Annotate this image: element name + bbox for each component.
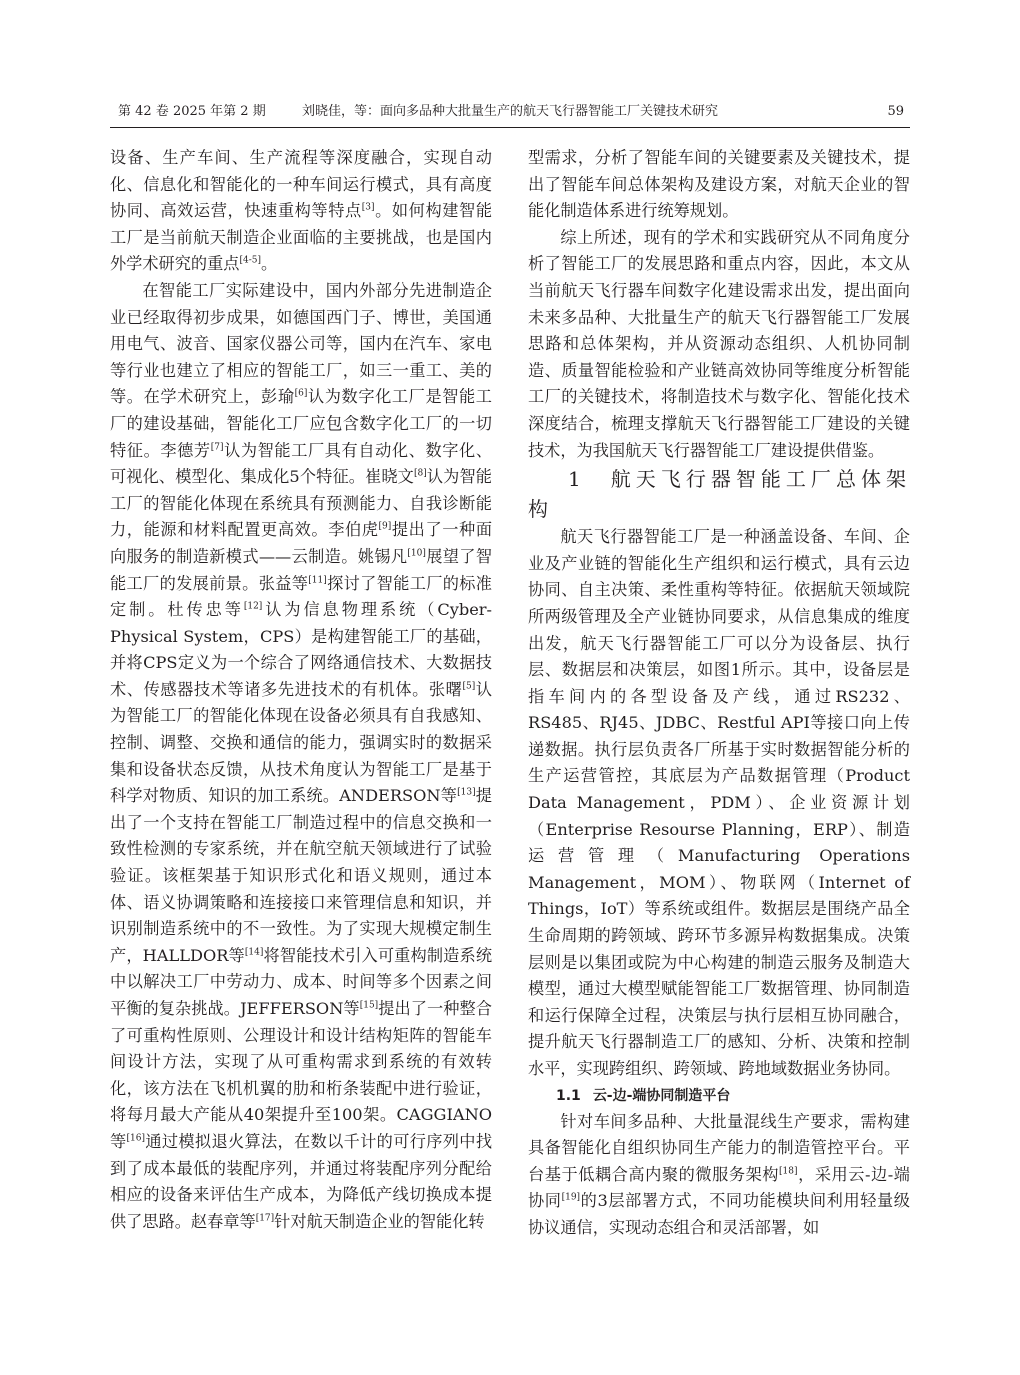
text-run: ，采用云-边-端协同 bbox=[528, 1164, 910, 1211]
text-run: 针对车间多品种、大批量混线生产要求，需构建具备智能化自组织协同生产能力的制造管控平台。平台基于低耦合高内聚的微服务架构 bbox=[528, 1111, 910, 1184]
citation: [18] bbox=[779, 1166, 798, 1177]
subsection-heading bbox=[528, 1083, 910, 1109]
citation: [6] bbox=[294, 388, 308, 399]
citation: [3] bbox=[361, 202, 375, 213]
text-run: 认为智能工厂具有自动化、数字化、可视化、模型化、集成化5个特征。崔晓文 bbox=[110, 440, 493, 487]
paragraph-literature-review bbox=[110, 278, 492, 1235]
text-run: 认为智能工厂的智能化体现在设备必须具有自我感知、控制、调整、交换和通信的能力，强调实时的数据采集和设备状态反馈，从技术角度认为智能工厂是基于科学对物质、知识的加工系统。ANDERSON等 bbox=[110, 679, 493, 806]
text-run: 在智能工厂实际建设中，国内外部分先进制造企业已经取得初步成果，如德国西门子、博世，美国通用电气、波音、国家仪器公司等，国内在汽车、家电等行业也建立了相应的智能工厂，如三一重工、美的等。在学术研究上，彭瑜 bbox=[110, 280, 492, 407]
text-run: 。 bbox=[261, 254, 278, 274]
citation: [8] bbox=[414, 468, 427, 479]
citation: [10] bbox=[407, 548, 426, 559]
paragraph-summary: 综上所述，现有的学术和实践研究从不同角度分析了智能工厂的发展思路和重点内容，因此，本文从当前航天飞行器车间数字化建设需求出发，提出面向未来多品种、大批量生产的航天飞行器智能工厂发展思路和总体架构，并从资源动态组织、人机协同制造、质量智能检验和产业链高效协同等维度分析智能工厂的关键技术，将制造技术与数字化、智能化技术深度结合，梳理支撑航天飞行器智能工厂建设的关键技术，为我国航天飞行器智能工厂建设提供借鉴。 bbox=[528, 227, 910, 460]
text-run: 的3层部署方式，不同功能模块间利用轻量级协议通信，实现动态组合和灵活部署，如 bbox=[528, 1191, 910, 1237]
text-run: 提出了一种面向服务的制造新模式——云制造。姚锡凡 bbox=[110, 520, 493, 566]
text-run: 将智能技术引入可重构制造系统中以解决工厂中劳动力、成本、时间等多个因素之间平衡的复杂挑战。JEFFERSON等 bbox=[110, 945, 493, 1018]
citation: [7] bbox=[210, 442, 224, 453]
running-title: 刘晓佳，等：面向多品种大批量生产的航天飞行器智能工厂关键技术研究 bbox=[301, 104, 718, 119]
text-run: 针对航天制造企业的智能化转 bbox=[274, 1211, 485, 1231]
paragraph-architecture: 航天飞行器智能工厂是一种涵盖设备、车间、企业及产业链的智能化生产组织和运行模式，具有云边协同、自主决策、柔性重构等特征。依据航天领域院所两级管理及全产业链协同要求，从信息集成的维度出发，航天飞行器智能工厂可以分为设备层、执行层、数据层和决策层，如图1所示。其中，设备层是指车间内的各型设备及产线，通过RS232、RS485、RJ45、JDBC、Restful API等接口向上传递数据。执行层负责各厂所基于实时数据智能分析的生产运营管控，其底层为产品数据管理（Product Data Management，PDM）、企业资源计划（Enterprise Resourse Planning，ERP）、制造运营管理（Manufacturing Operations Management，MOM）、物联网（Internet of Things，IoT）等系统或组件。数据层是围绕产品全生命周期的跨领域、跨环节多源异构数据集成。决策层则是以集团或院为中心构建的制造云服务及制造大模型，通过大模型赋能智能工厂数据管理、协同制造和运行保障全过程，决策层与执行层相互协同融合，提升航天飞行器制造工厂的感知、分析、决策和控制水平，实现跨组织、跨领域、跨地域数据业务协同。 bbox=[528, 527, 910, 1078]
citation: [15] bbox=[359, 1000, 379, 1011]
text-run: 认为数字化工厂是智能工厂的建设基础，智能化工厂应包含数字化工厂的一切特征。李德芳 bbox=[110, 387, 492, 460]
citation: [9] bbox=[378, 521, 392, 532]
right-column bbox=[528, 145, 910, 1242]
citation: [13] bbox=[457, 787, 476, 798]
text-run: 探讨了智能工厂的标准定制。杜传忠等 bbox=[110, 573, 492, 620]
citation: [5] bbox=[462, 681, 476, 692]
text-run: 认为智能工厂的智能化体现在系统具有预测能力、自我诊断能力，能源和材料配置更高效。李伯虎 bbox=[110, 467, 492, 540]
paragraph-platform bbox=[528, 1109, 910, 1242]
subsection-title: 云-边-端协同制造平台 bbox=[592, 1087, 731, 1104]
text-run: 展望了智能工厂的发展前景。张益等 bbox=[110, 546, 493, 593]
journal-issue: 第 42 卷 2025 年第 2 期 bbox=[118, 104, 266, 119]
section-heading: 1 航天飞行器智能工厂总体架构 bbox=[528, 467, 910, 522]
header-divider bbox=[110, 127, 910, 128]
text-run: 提出了一种整合了可重构性原则、公理设计和设计结构矩阵的智能车间设计方法，实现了从可重构需求到系统的有效转化，该方法在飞机机翼的肋和桁条装配中进行验证，将每月最大产能从40架提升至100架。CAGGIANO等 bbox=[110, 999, 492, 1151]
running-header bbox=[110, 100, 910, 124]
citation: [12] bbox=[243, 601, 263, 612]
left-column bbox=[110, 145, 492, 1235]
citation: [17] bbox=[255, 1213, 275, 1224]
paragraph-continued bbox=[110, 145, 492, 278]
subsection-number: 1.1 bbox=[556, 1087, 581, 1104]
citation: [19] bbox=[561, 1192, 581, 1203]
text-run: 设备、生产车间、生产流程等深度融合，实现自动化、信息化和智能化的一种车间运行模式，具有高度协同、高效运营，快速重构等特点 bbox=[110, 148, 492, 221]
text-run: 提出了一个支持在智能工厂制造过程中的信息交换和一致性检测的专家系统，并在航空航天领域进行了试验验证。该框架基于知识形式化和语义规则，通过本体、语义协调策略和连接接口来管理信息和知识，并识别制造系统中的不一致性。为了实现大规模定制生产，HALLDOR等 bbox=[110, 786, 492, 965]
text-run: 认为信息物理系统（Cyber-Physical System，CPS）是构建智能工厂的基础，并将CPS定义为一个综合了网络通信技术、大数据技术、传感器技术等诸多先进技术的有机体。张曙 bbox=[110, 600, 493, 699]
page-number: 59 bbox=[887, 104, 904, 119]
citation: [11] bbox=[308, 575, 327, 586]
citation: [14] bbox=[244, 947, 264, 958]
text-run: 。如何构建智能工厂是当前航天制造企业面临的主要挑战，也是国内外学术研究的重点 bbox=[110, 201, 493, 274]
citation: [4-5] bbox=[239, 255, 262, 266]
paragraph-continued: 型需求，分析了智能车间的关键要素及关键技术，提出了智能车间总体架构及建设方案，对航天企业的智能化制造体系进行统筹规划。 bbox=[528, 148, 910, 221]
citation: [16] bbox=[126, 1133, 146, 1144]
text-run: 通过模拟退火算法，在数以千计的可行序列中找到了成本最低的装配序列，并通过将装配序列分配给相应的设备来评估生产成本，为降低产线切换成本提供了思路。赵春章等 bbox=[110, 1131, 493, 1231]
